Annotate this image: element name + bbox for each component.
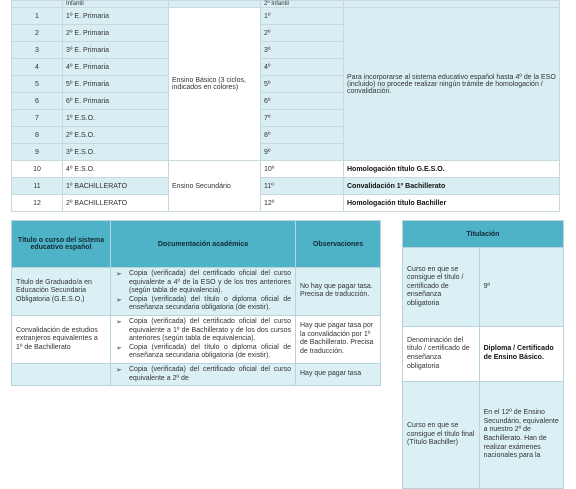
table-header-row (12, 221, 381, 268)
obs-row-11: Convalidación 1º Bachillerato (344, 178, 560, 195)
obs-cell: Hay que pagar tasa por la convalidación por 1º de Bachillerato. Precisa de traducción. (296, 315, 381, 363)
course-number: 4 (12, 59, 63, 76)
value-cell: 9º (479, 248, 563, 327)
documentation-table-wrapper (11, 220, 387, 386)
course-number: 12 (12, 195, 63, 212)
foreign-grade: 6º (261, 93, 344, 110)
label-cell: Curso en que se consigue el título final (Título Bachiller) (403, 382, 480, 489)
table-header-row (403, 221, 564, 248)
foreign-grade: 5º (261, 76, 344, 93)
equivalence-table (11, 0, 560, 212)
cell: Infantil (63, 1, 169, 8)
label-cell: Denominación del título / certificado de enseñanza obligatoria (403, 327, 480, 382)
spanish-course: 1º E. Primaria (63, 8, 169, 25)
spanish-course: 4º E.S.O. (63, 161, 169, 178)
foreign-grade: 8º (261, 127, 344, 144)
course-number: 5 (12, 76, 63, 93)
foreign-grade: 9º (261, 144, 344, 161)
title-cell: Convalidación de estudios extranjeros equivalentes a 1º de Bachillerato (12, 315, 111, 363)
spanish-course: 6º E. Primaria (63, 93, 169, 110)
spanish-course: 5º E. Primaria (63, 76, 169, 93)
docs-cell (111, 315, 296, 363)
titulacion-table-wrapper (402, 220, 564, 489)
spanish-course: 3º E. Primaria (63, 42, 169, 59)
spanish-course: 2º E. Primaria (63, 25, 169, 42)
header-docs: Documentación académica (111, 221, 296, 268)
course-number: 3 (12, 42, 63, 59)
obs-basic: Para incorporarse al sistema educativo español hasta 4º de la ESO (incluido) no procede realizar ningún trámite de homologación / convalidación. (344, 8, 560, 161)
table-row (12, 161, 560, 178)
title-cell: Título de Graduado/a en Educación Secundaria Obligatoria (G.E.S.O.) (12, 268, 111, 316)
cell (169, 1, 261, 8)
docs-cell (111, 268, 296, 316)
value-cell: Diploma / Certificado de Ensino Básico. (479, 327, 563, 382)
obs-cell: Hay que pagar tasa (296, 363, 381, 385)
course-number: 7 (12, 110, 63, 127)
cell (12, 1, 63, 8)
spanish-course: 2º BACHILLERATO (63, 195, 169, 212)
table-row (12, 195, 560, 212)
table-row (12, 8, 560, 25)
obs-row-10: Homologación título G.E.S.O. (344, 161, 560, 178)
label-cell: Curso en que se consigue el título / certificado de enseñanza obligatoria (403, 248, 480, 327)
spanish-course: 2º E.S.O. (63, 127, 169, 144)
doc-list (115, 318, 291, 361)
foreign-grade: 4º (261, 59, 344, 76)
table-row (12, 315, 381, 363)
course-number: 2 (12, 25, 63, 42)
course-number: 9 (12, 144, 63, 161)
obs-row-12: Homologación título Bachiller (344, 195, 560, 212)
spanish-course: 4º E. Primaria (63, 59, 169, 76)
table-row (403, 382, 564, 489)
list-item: ➢ Copia (verificada) del certificado oficial del curso equivalente a 1º de Bachillerato y de los dos cursos anteriores (según tabla de equivalencia). (129, 318, 291, 344)
course-number: 1 (12, 8, 63, 25)
table-row (12, 363, 381, 385)
course-number: 6 (12, 93, 63, 110)
header-obs: Observaciones (296, 221, 381, 268)
system-secondary: Ensino Secundário (169, 161, 261, 212)
header-title: Título o curso del sistema educativo español (12, 221, 111, 268)
value-cell: En el 12º de Ensino Secundário, equivalente a nuestro 2º de Bachillerato. Han de realizar exámenes nacionales para la (479, 382, 563, 489)
cell: 2º Infantil (261, 1, 344, 8)
table-row (12, 178, 560, 195)
list-item: ➢ Copia (verificada) del certificado oficial del curso equivalente a 2º de (129, 366, 291, 383)
spanish-course: 3º E.S.O. (63, 144, 169, 161)
titulacion-table (402, 220, 564, 489)
foreign-grade: 7º (261, 110, 344, 127)
doc-list (115, 366, 291, 383)
list-item: ➢ Copia (verificada) del título o diploma oficial de enseñanza secundaria obligatoria (de existir). (129, 344, 291, 361)
course-number: 11 (12, 178, 63, 195)
spanish-course: 1º BACHILLERATO (63, 178, 169, 195)
course-number: 8 (12, 127, 63, 144)
foreign-grade: 10º (261, 161, 344, 178)
foreign-grade: 2º (261, 25, 344, 42)
title-cell (12, 363, 111, 385)
obs-cell: No hay que pagar tasa. Precisa de traducción. (296, 268, 381, 316)
documentation-table (11, 220, 381, 386)
foreign-grade: 3º (261, 42, 344, 59)
list-item: ➢ Copia (verificada) del título o diploma oficial de enseñanza secundaria obligatoria (de existir). (129, 296, 291, 313)
equivalence-table-wrapper (11, 0, 564, 212)
list-item: ➢ Copia (verificada) del certificado oficial del curso equivalente a 4º de la ESO y de los tres anteriores (según tabla de equivalencia). (129, 270, 291, 296)
table-row (403, 327, 564, 382)
spanish-course: 1º E.S.O. (63, 110, 169, 127)
titulacion-header: Titulación (403, 221, 564, 248)
equivalence-header-fragment (12, 1, 560, 8)
table-row (403, 248, 564, 327)
foreign-grade: 12º (261, 195, 344, 212)
foreign-grade: 11º (261, 178, 344, 195)
foreign-grade: 1º (261, 8, 344, 25)
table-row (12, 268, 381, 316)
docs-cell (111, 363, 296, 385)
doc-list (115, 270, 291, 313)
cell (344, 1, 560, 8)
system-basic: Ensino Básico (3 ciclos, indicados en colores) (169, 8, 261, 161)
course-number: 10 (12, 161, 63, 178)
